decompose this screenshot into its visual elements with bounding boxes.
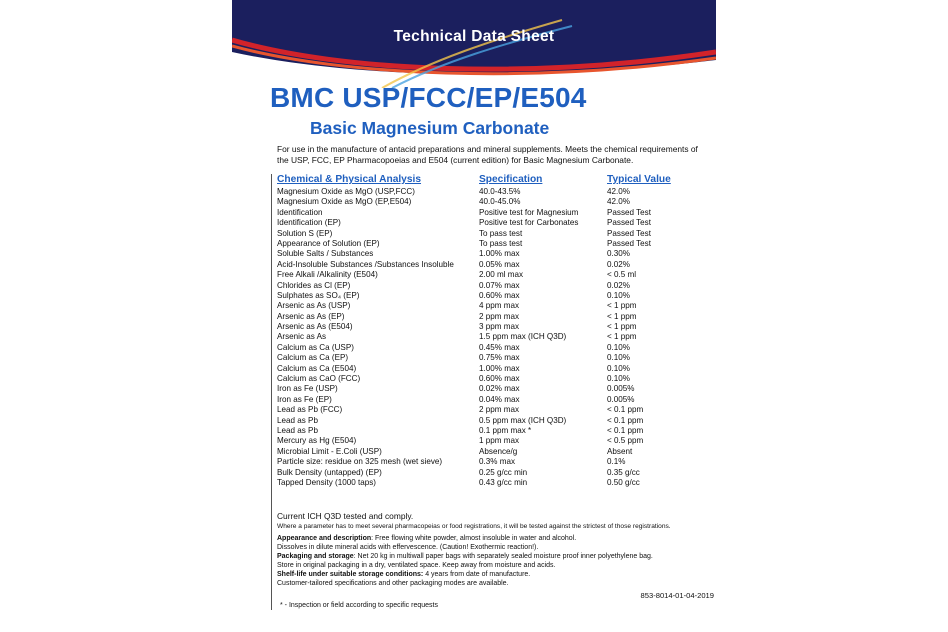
specification-cell: 3 ppm max [479, 322, 520, 332]
table-row [277, 436, 707, 446]
analysis-cell: Soluble Salts / Substances [277, 249, 374, 259]
shelf-life-text: 4 years from date of manufacture. [423, 570, 531, 578]
analysis-cell: Arsenic as As (EP) [277, 311, 345, 321]
table-row [277, 353, 707, 363]
specification-cell: Positive test for Carbonates [479, 218, 579, 228]
packaging-label: Packaging and storage [277, 552, 354, 560]
typical-value-cell: 0.1% [607, 457, 626, 467]
table-row [277, 260, 707, 270]
specification-cell: 0.04% max [479, 394, 520, 404]
table-row [277, 468, 707, 478]
specification-cell: To pass test [479, 228, 523, 238]
product-name: BMC USP/FCC/EP/E504 [270, 82, 587, 113]
typical-value-cell: 0.35 g/cc [607, 467, 640, 477]
table-row [277, 405, 707, 415]
typical-value-cell: < 1 ppm [607, 322, 637, 332]
side-divider [271, 174, 272, 610]
typical-value-cell: < 1 ppm [607, 332, 637, 342]
specification-cell: 0.60% max [479, 374, 520, 384]
specification-cell: 0.45% max [479, 342, 520, 352]
table-row [277, 301, 707, 311]
header-banner [232, 0, 716, 88]
analysis-cell: Lead as Pb [277, 425, 318, 435]
intro-paragraph: For use in the manufacture of antacid preparations and mineral supplements. Meets the chemical requirements of the USP, FCC, EP Pharmacopoeias and E504 (current edition) for Basic Magnesium Carbonate. [277, 144, 698, 165]
specification-cell: 0.60% max [479, 290, 520, 300]
header-typical-value: Typical Value [607, 174, 671, 185]
specification-cell: 2 ppm max [479, 311, 520, 321]
typical-value-cell: < 1 ppm [607, 311, 637, 321]
table-row [277, 249, 707, 259]
specification-cell: 0.3% max [479, 457, 515, 467]
analysis-cell: Iron as Fe (EP) [277, 394, 332, 404]
specification-cell: 0.02% max [479, 384, 520, 394]
analysis-cell: Magnesium Oxide as MgO (USP,FCC) [277, 187, 415, 196]
typical-value-cell: < 0.1 ppm [607, 415, 644, 425]
table-row [277, 281, 707, 291]
table-row [277, 395, 707, 405]
typical-value-cell: Passed Test [607, 228, 651, 238]
typical-value-cell: 0.10% [607, 353, 630, 363]
typical-value-cell: 42.0% [607, 197, 630, 207]
analysis-cell: Acid-Insoluble Substances /Substances Insoluble [277, 259, 454, 269]
typical-value-cell: 0.10% [607, 374, 630, 384]
analysis-cell: Calcium as CaO (FCC) [277, 374, 361, 384]
document-number: 853-8014-01-04-2019 [640, 591, 714, 600]
analysis-cell: Arsenic as As (E504) [277, 322, 353, 332]
typical-value-cell: Passed Test [607, 207, 651, 217]
specification-cell: Absence/g [479, 446, 518, 456]
analysis-cell: Identification [277, 207, 323, 217]
typical-value-cell: 0.10% [607, 363, 630, 373]
typical-value-cell: 0.02% [607, 280, 630, 290]
specification-cell: 1 ppm max [479, 436, 520, 446]
table-body [277, 187, 707, 488]
analysis-cell: Lead as Pb (FCC) [277, 405, 343, 415]
table-row [277, 312, 707, 322]
analysis-cell: Particle size: residue on 325 mesh (wet sieve) [277, 457, 443, 467]
table-row [277, 416, 707, 426]
specification-cell: 1.00% max [479, 363, 520, 373]
table-row [277, 197, 707, 207]
typical-value-cell: 0.30% [607, 249, 630, 259]
typical-value-cell: < 0.1 ppm [607, 405, 644, 415]
typical-value-cell: < 0.5 ppm [607, 436, 644, 446]
appearance-line [277, 535, 709, 544]
table-row [277, 332, 707, 342]
analysis-cell: Calcium as Ca (E504) [277, 363, 357, 373]
specification-cell: 0.1 ppm max * [479, 425, 532, 435]
specification-cell: To pass test [479, 238, 523, 248]
typical-value-cell: < 0.1 ppm [607, 425, 644, 435]
table-row [277, 239, 707, 249]
analysis-cell: Calcium as Ca (USP) [277, 342, 354, 352]
analysis-table [277, 174, 707, 488]
specification-cell: Positive test for Magnesium [479, 207, 579, 217]
storage-line: Store in original packaging in a dry, ventilated space. Keep away from moisture and acids. [277, 561, 556, 569]
specification-cell: 0.43 g/cc min [479, 477, 528, 487]
typical-value-cell: 0.02% [607, 259, 630, 269]
specification-cell: 0.25 g/cc min [479, 467, 528, 477]
analysis-cell: Identification (EP) [277, 218, 341, 228]
table-row [277, 478, 707, 488]
typical-value-cell: 42.0% [607, 187, 630, 196]
table-row [277, 384, 707, 394]
typical-value-cell: Absent [607, 446, 633, 456]
shelf-life-label: Shelf-life under suitable storage conditions: [277, 570, 424, 578]
typical-value-cell: 0.005% [607, 384, 635, 394]
typical-value-cell: 0.10% [607, 342, 630, 352]
typical-value-cell: 0.005% [607, 394, 635, 404]
analysis-cell: Calcium as Ca (EP) [277, 353, 349, 363]
table-row [277, 457, 707, 467]
specification-cell: 40.0-45.0% [479, 197, 521, 207]
packaging-text: : Net 20 kg in multiwall paper bags with separately sealed moisture proof inner polyethylene bag. [353, 552, 653, 560]
table-row [277, 322, 707, 332]
typical-value-cell: Passed Test [607, 218, 651, 228]
specification-cell: 40.0-43.5% [479, 187, 521, 196]
table-row [277, 426, 707, 436]
typical-value-cell: 0.50 g/cc [607, 477, 640, 487]
table-row [277, 291, 707, 301]
footnote: * - Inspection or field according to specific requests [280, 602, 438, 609]
analysis-cell: Iron as Fe (USP) [277, 384, 338, 394]
dissolves-line: Dissolves in dilute mineral acids with effervescence. (Caution! Exothermic reaction!). [277, 543, 539, 551]
typical-value-cell: 0.10% [607, 290, 630, 300]
custom-line: Customer-tailored specifications and other packaging modes are available. [277, 579, 509, 587]
table-row [277, 187, 707, 197]
analysis-cell: Solution S (EP) [277, 228, 333, 238]
sheet-title: Technical Data Sheet [393, 28, 555, 45]
table-row [277, 343, 707, 353]
table-row [277, 229, 707, 239]
analysis-cell: Arsenic as As [277, 332, 327, 342]
header-analysis: Chemical & Physical Analysis [277, 174, 422, 185]
analysis-cell: Bulk Density (untapped) (EP) [277, 467, 382, 477]
analysis-cell: Free Alkali /Alkalinity (E504) [277, 270, 378, 280]
analysis-cell: Chlorides as Cl (EP) [277, 280, 351, 290]
table-row [277, 447, 707, 457]
specification-cell: 0.07% max [479, 280, 520, 290]
table-row [277, 270, 707, 280]
typical-value-cell: < 1 ppm [607, 301, 637, 311]
product-subtitle: Basic Magnesium Carbonate [310, 118, 550, 138]
header-specification: Specification [479, 174, 543, 185]
typical-value-cell: < 0.5 ml [607, 270, 637, 280]
table-row [277, 208, 707, 218]
shelf-life-line [277, 571, 709, 580]
specification-cell: 1.5 ppm max (ICH Q3D) [479, 332, 567, 342]
analysis-cell: Lead as Pb [277, 415, 318, 425]
analysis-cell: Arsenic as As (USP) [277, 301, 351, 311]
analysis-cell: Magnesium Oxide as MgO (EP,E504) [277, 197, 412, 207]
data-sheet-page [232, 0, 716, 632]
analysis-cell: Sulphates as SO₄ (EP) [277, 290, 360, 300]
analysis-cell: Appearance of Solution (EP) [277, 238, 380, 248]
strictest-note: Where a parameter has to meet several pharmacopeias or food registrations, it will be tested against the strictest of those registrations. [277, 523, 671, 530]
specification-cell: 0.75% max [479, 353, 520, 363]
packaging-line [277, 553, 709, 562]
analysis-cell: Mercury as Hg (E504) [277, 436, 357, 446]
table-row [277, 218, 707, 228]
specification-cell: 2 ppm max [479, 405, 520, 415]
specification-cell: 0.05% max [479, 259, 520, 269]
appearance-text: : Free flowing white powder, almost insoluble in water and alcohol. [371, 535, 577, 542]
typical-value-cell: Passed Test [607, 238, 651, 248]
table-row [277, 364, 707, 374]
analysis-cell: Microbial Limit - E.Coli (USP) [277, 446, 382, 456]
appearance-label: Appearance and description [277, 535, 372, 542]
specification-cell: 2.00 ml max [479, 270, 524, 280]
specification-cell: 0.5 ppm max (ICH Q3D) [479, 415, 567, 425]
specification-cell: 1.00% max [479, 249, 520, 259]
ich-note: Current ICH Q3D tested and comply. [277, 511, 414, 521]
table-header [277, 174, 707, 187]
specification-cell: 4 ppm max [479, 301, 520, 311]
table-row [277, 374, 707, 384]
notes-section [277, 511, 709, 588]
analysis-cell: Tapped Density (1000 taps) [277, 477, 376, 487]
